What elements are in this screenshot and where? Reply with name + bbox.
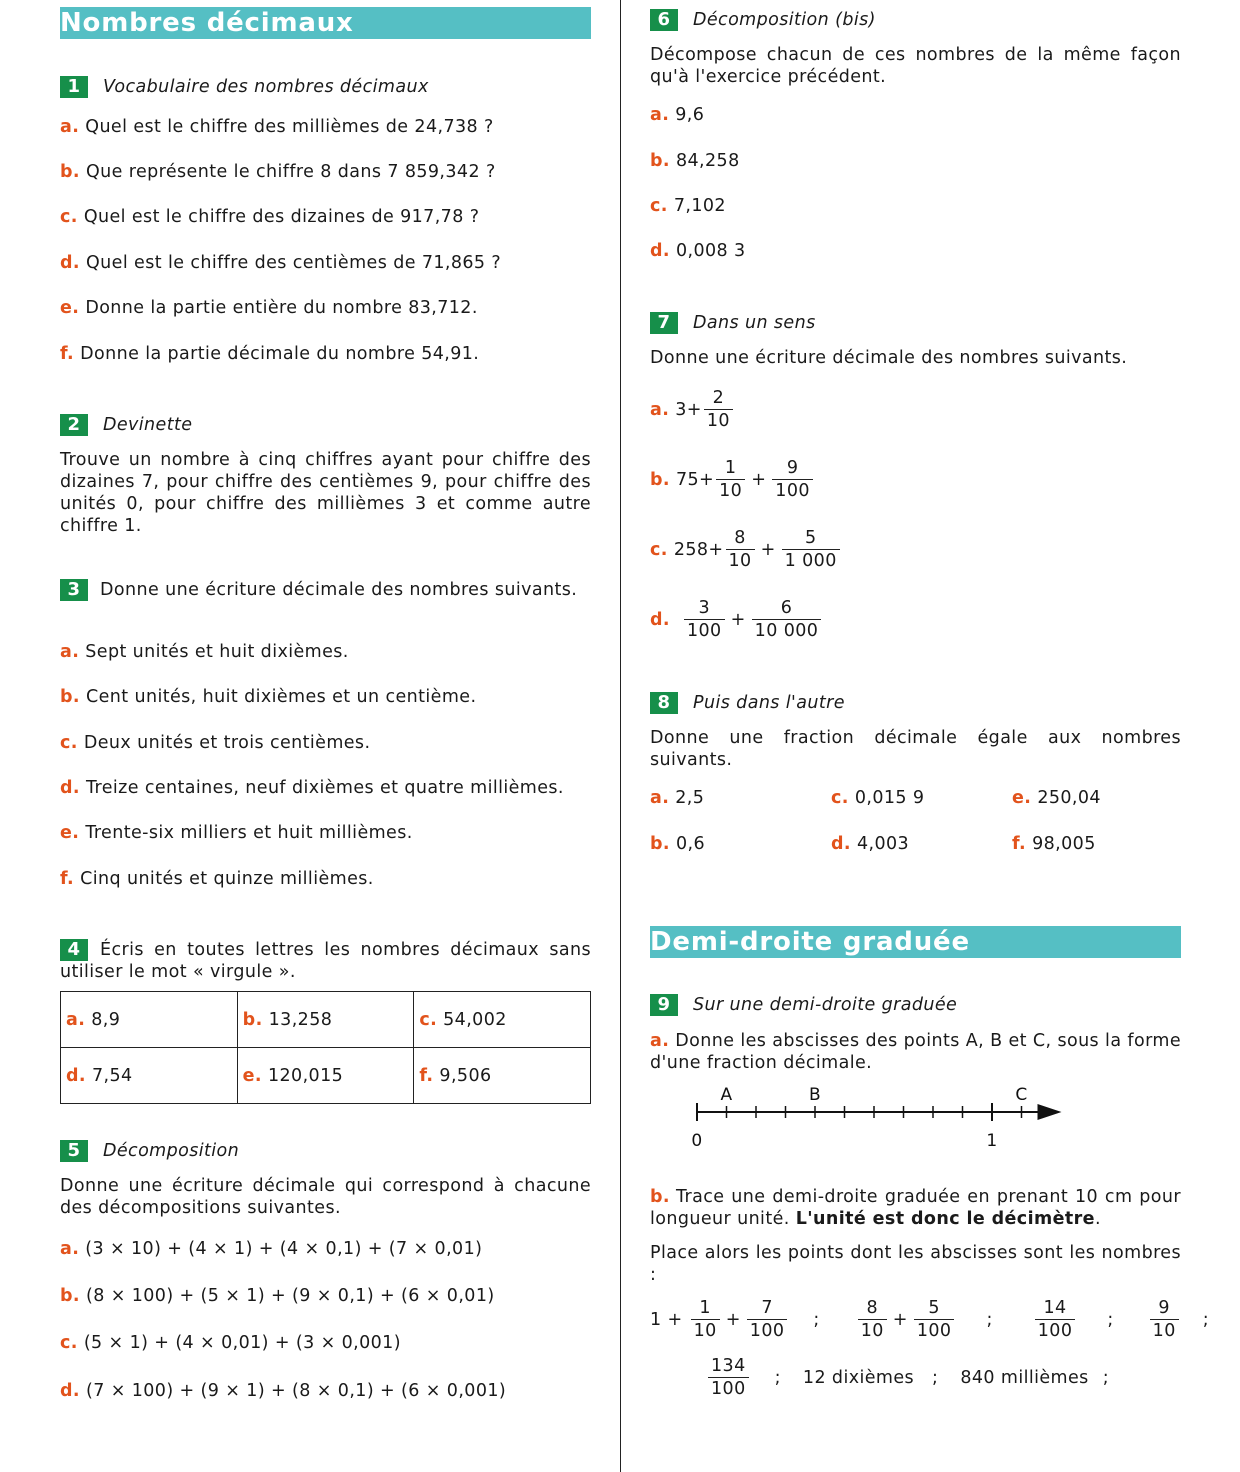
- exercise-title: Décomposition (bis): [693, 10, 876, 30]
- exercise-1-header: [60, 75, 429, 99]
- exercise-8-header: [650, 691, 845, 715]
- fraction: $\frac{6}{10 000}$: [752, 597, 822, 642]
- exercise-text: b. Trace une demi-droite graduée en prenant 10 cm pour longueur unité. L'unité est donc le décimètre.: [650, 1187, 1181, 1229]
- table-cell: a. 8,9: [61, 992, 238, 1048]
- list-item: f. Cinq unités et quinze millièmes.: [60, 869, 374, 889]
- table-cell: e. 120,015: [237, 1048, 414, 1104]
- fraction: $\frac{2}{10}$: [704, 387, 733, 432]
- list-item: a. Quel est le chiffre des millièmes de 24,738 ?: [60, 117, 494, 137]
- exercise-text: Écris en toutes lettres les nombres décimaux sans utiliser le mot « virgule ».: [60, 940, 591, 982]
- fraction: $\frac{5}{100}$: [914, 1297, 955, 1342]
- list-item: c. 0,015 9: [831, 788, 925, 808]
- exercise-title: Dans un sens: [693, 313, 816, 333]
- table-cell: f. 9,506: [414, 1048, 591, 1104]
- list-item: d. 0,008 3: [650, 241, 746, 261]
- list-item: d. 4,003: [831, 834, 910, 854]
- list-item: d. (7 × 100) + (9 × 1) + (8 × 0,1) + (6 × 0,001): [60, 1381, 507, 1401]
- fraction: $\frac{9}{10}$: [1150, 1297, 1179, 1342]
- fraction-item: a. 3+ $\frac{2}{10}$: [650, 387, 735, 432]
- exercise-number: 1: [60, 76, 88, 98]
- tick-label-zero: 0: [691, 1131, 703, 1151]
- list-item: b. Cent unités, huit dixièmes et un centième.: [60, 687, 477, 707]
- fraction: $\frac{7}{100}$: [747, 1297, 788, 1342]
- list-item: d. Treize centaines, neuf dixièmes et quatre millièmes.: [60, 778, 564, 798]
- exercise-title: Sur une demi-droite graduée: [693, 995, 958, 1015]
- exercise-5-header: [60, 1139, 239, 1163]
- exercise-number: 3: [60, 579, 88, 601]
- exercise-text: Donne une fraction décimale égale aux nombres suivants.: [650, 728, 1181, 770]
- list-item: e. Trente-six milliers et huit millièmes.: [60, 823, 413, 843]
- list-item: a. (3 × 10) + (4 × 1) + (4 × 0,1) + (7 × 0,01): [60, 1239, 483, 1259]
- table-cell: d. 7,54: [61, 1048, 238, 1104]
- list-item: c. Quel est le chiffre des dizaines de 917,78 ?: [60, 207, 480, 227]
- list-item: e. 250,04: [1012, 788, 1101, 808]
- section-title: Nombres décimaux: [60, 7, 591, 39]
- exercise-text: Donne une écriture décimale des nombres suivants.: [100, 580, 578, 600]
- table-cell: b. 13,258: [237, 992, 414, 1048]
- exercise-text: a. Donne les abscisses des points A, B et C, sous la forme d'une fraction décimale.: [650, 1031, 1181, 1073]
- fraction: $\frac{14}{100}$: [1035, 1297, 1076, 1342]
- exercise-7-header: [650, 311, 816, 335]
- list-item: b. Que représente le chiffre 8 dans 7 859,342 ?: [60, 162, 496, 182]
- exercise-text: Décompose chacun de ces nombres de la même façon qu'à l'exercice précédent.: [650, 45, 1181, 87]
- fraction: $\frac{134}{100}$: [708, 1355, 749, 1400]
- list-item: b. (8 × 100) + (5 × 1) + (9 × 0,1) + (6 × 0,01): [60, 1286, 495, 1306]
- point-label-c: C: [1015, 1085, 1028, 1105]
- exercise-title: Devinette: [103, 415, 193, 435]
- exercise-4-header: [60, 939, 591, 983]
- fraction-item: d. $\frac{3}{100}$ + $\frac{6}{10 000}$: [650, 597, 823, 642]
- fraction: $\frac{3}{100}$: [684, 597, 725, 642]
- list-item: c. 7,102: [650, 196, 726, 216]
- exercise-number: 2: [60, 414, 88, 436]
- exercise-number: 6: [650, 9, 678, 31]
- exercise-number: 4: [60, 939, 88, 961]
- exercise-title: Décomposition: [103, 1141, 240, 1161]
- list-item: b. 0,6: [650, 834, 706, 854]
- exercise-title: Puis dans l'autre: [693, 693, 845, 713]
- exercise-text: Donne une écriture décimale qui correspond à chacune des décompositions suivantes.: [60, 1176, 591, 1218]
- fraction: $\frac{8}{10}$: [858, 1297, 887, 1342]
- list-item: c. Deux unités et trois centièmes.: [60, 733, 371, 753]
- list-item: a. 9,6: [650, 105, 705, 125]
- column-divider: [620, 0, 621, 1472]
- fraction-item: c. 258+ $\frac{8}{10}$ + $\frac{5}{1 000}$: [650, 527, 842, 572]
- fraction: $\frac{8}{10}$: [726, 527, 755, 572]
- numbers-row: $\frac{134}{100}$ ; 12 dixièmes ; 840 millièmes ;: [706, 1355, 1109, 1400]
- exercise-9-header: [650, 993, 957, 1017]
- point-label-b: B: [808, 1085, 822, 1105]
- exercise-number: 5: [60, 1140, 88, 1162]
- exercise-text: Donne une écriture décimale des nombres suivants.: [650, 348, 1128, 368]
- exercise-2-header: [60, 413, 192, 437]
- fraction: $\frac{9}{100}$: [772, 457, 813, 502]
- arrow-head-icon: [1038, 1104, 1062, 1120]
- exercise-6-header: [650, 8, 876, 32]
- list-item: b. 84,258: [650, 151, 740, 171]
- table-cell: c. 54,002: [414, 992, 591, 1048]
- tick-label-one: 1: [986, 1131, 998, 1151]
- fraction: $\frac{5}{1 000}$: [782, 527, 840, 572]
- section-title: Demi-droite graduée: [650, 926, 1181, 958]
- list-item: c. (5 × 1) + (4 × 0,01) + (3 × 0,001): [60, 1333, 401, 1353]
- list-item: d. Quel est le chiffre des centièmes de 71,865 ?: [60, 253, 502, 273]
- list-item: a. 2,5: [650, 788, 705, 808]
- list-item: f. Donne la partie décimale du nombre 54,91.: [60, 344, 480, 364]
- fraction: $\frac{1}{10}$: [716, 457, 745, 502]
- exercise-number: 8: [650, 692, 678, 714]
- list-item: a. Sept unités et huit dixièmes.: [60, 642, 349, 662]
- numbers-row: 1 + $\frac{1}{10}$ + $\frac{7}{100}$ ; $\frac{8}{10}$ + $\frac{5}{100}$ ; $\frac{14}{100}$ ; $\frac{9}{10}$ ;: [650, 1298, 1210, 1341]
- exercise-title: Vocabulaire des nombres décimaux: [103, 77, 429, 97]
- point-label-a: A: [720, 1085, 733, 1105]
- list-item: e. Donne la partie entière du nombre 83,712.: [60, 298, 478, 318]
- numbers-table: [60, 991, 591, 1104]
- number-line: [680, 1078, 1080, 1158]
- exercise-number: 7: [650, 312, 678, 334]
- exercise-number: 9: [650, 994, 678, 1016]
- exercise-text: Place alors les points dont les abscisses sont les nombres :: [650, 1243, 1181, 1285]
- list-item: f. 98,005: [1012, 834, 1096, 854]
- exercise-text: Trouve un nombre à cinq chiffres ayant pour chiffre des dizaines 7, pour chiffre des centièmes 9, pour chiffre des unités 0, pour chiffre des millièmes 3 et comme autre chiffre 1.: [60, 450, 591, 536]
- fraction: $\frac{1}{10}$: [691, 1297, 720, 1342]
- exercise-3-header: [60, 579, 591, 601]
- fraction-item: b. 75+ $\frac{1}{10}$ + $\frac{9}{100}$: [650, 457, 815, 502]
